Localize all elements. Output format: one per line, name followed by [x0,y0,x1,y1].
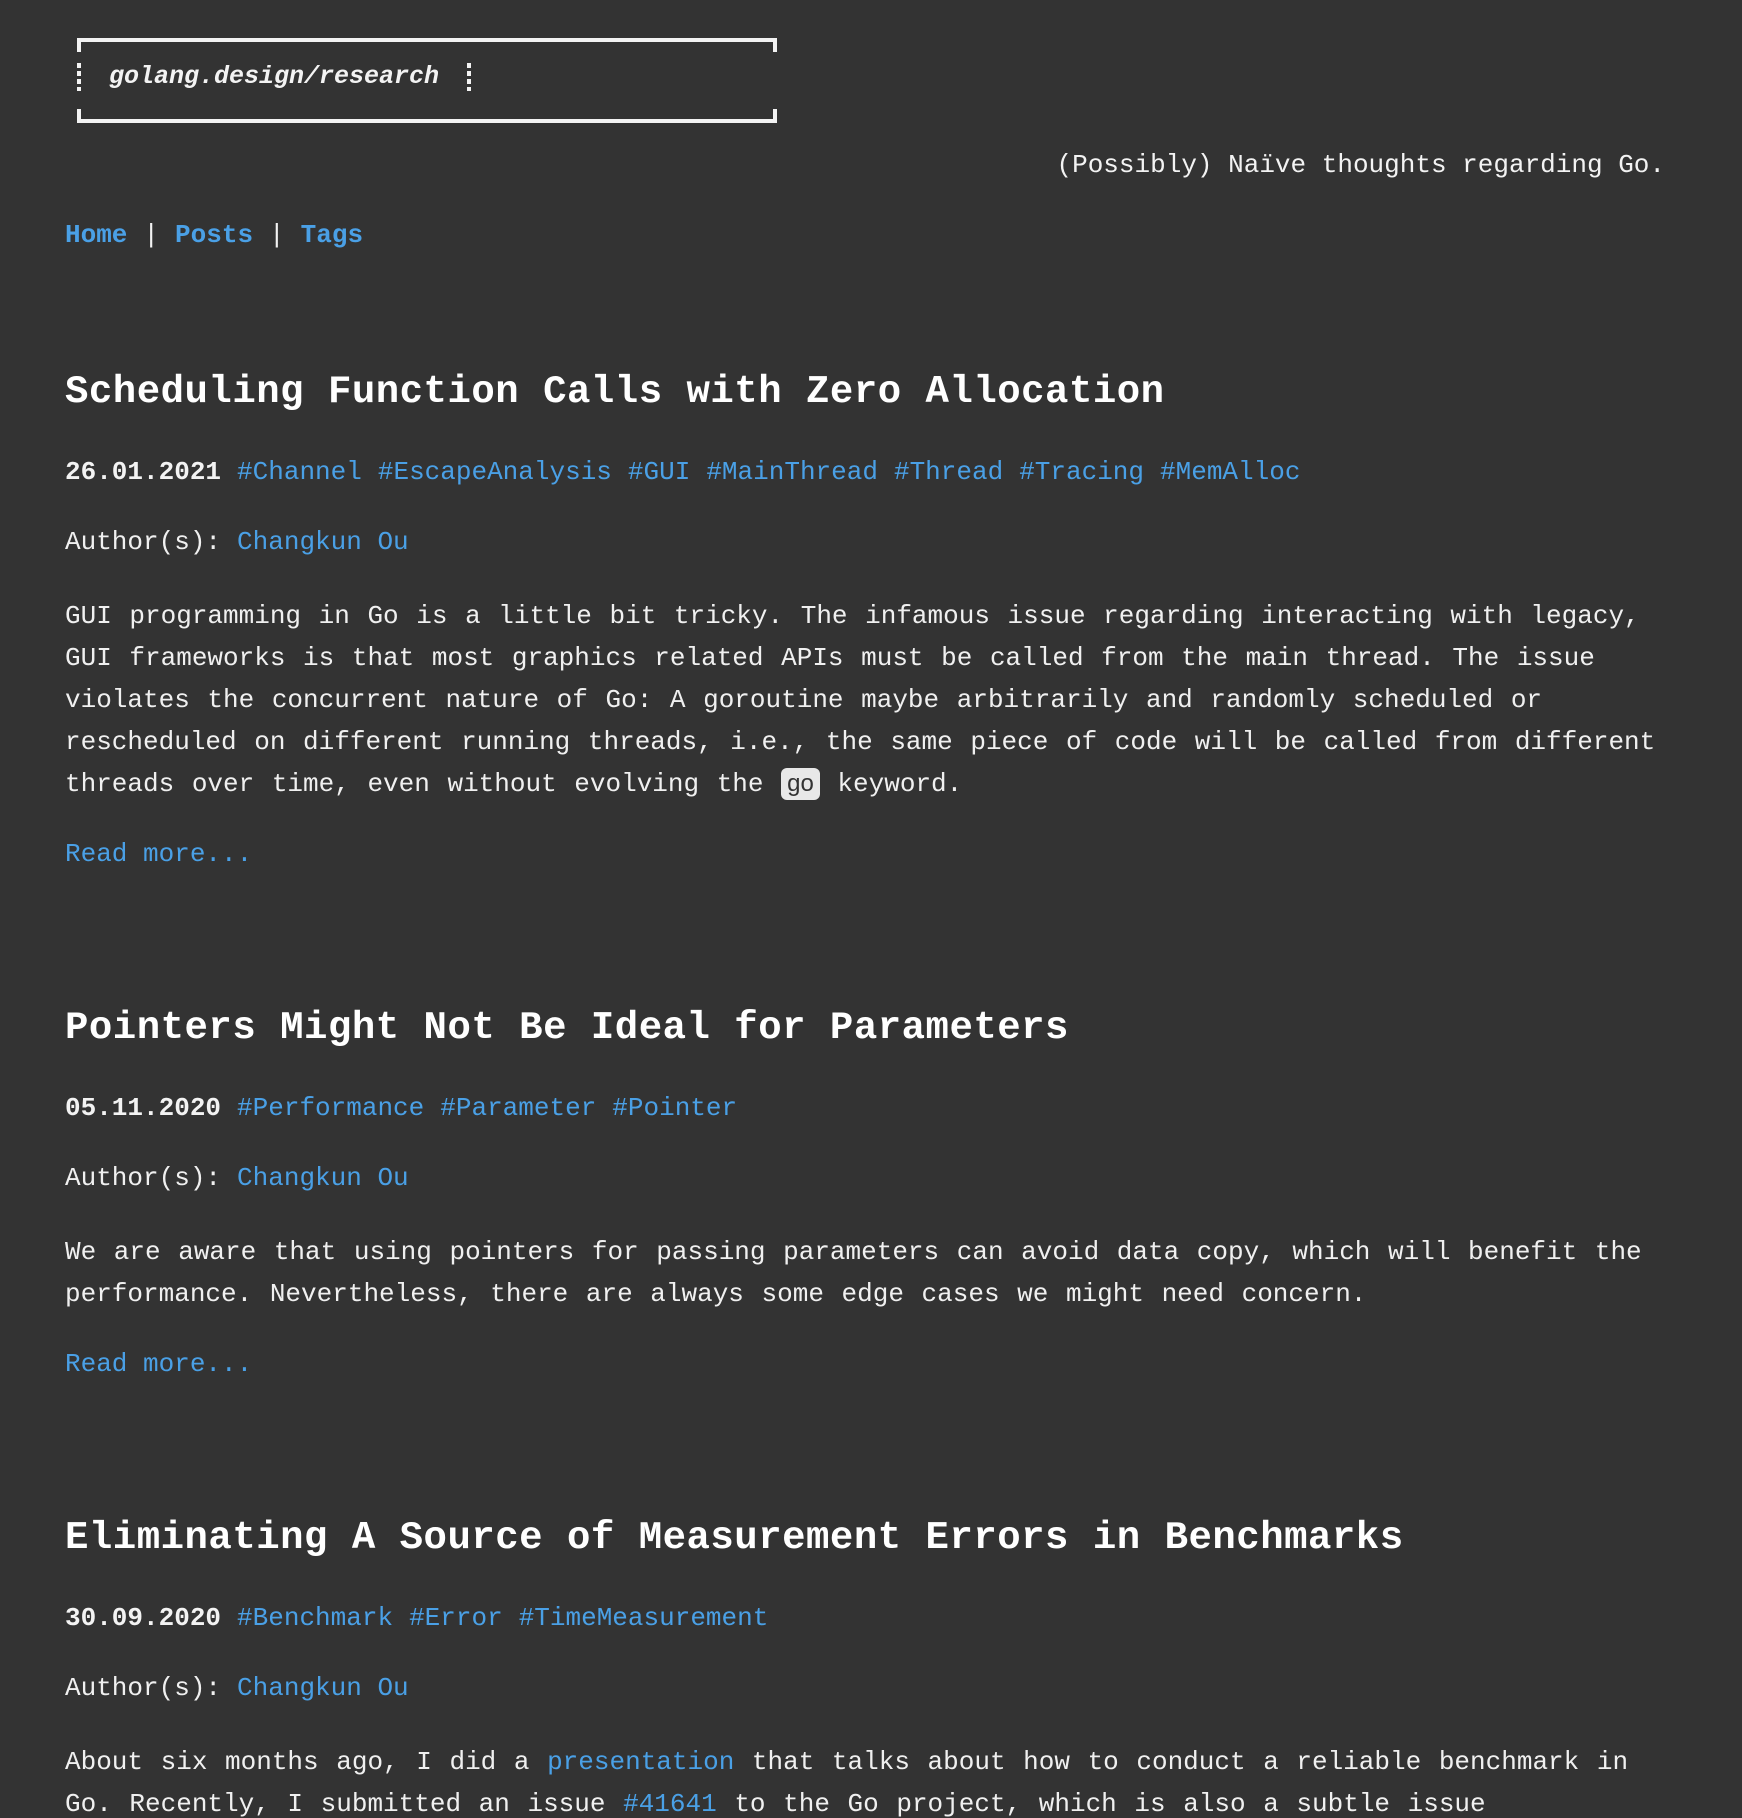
post-tag[interactable]: #TimeMeasurement [518,1603,769,1633]
read-more-link[interactable]: Read more... [65,1349,253,1379]
site-logo[interactable] [77,38,777,123]
post-author [65,527,1665,557]
post-tag[interactable]: #Performance [237,1093,425,1123]
post-tag[interactable]: #EscapeAnalysis [377,457,612,487]
post-date: 30.09.2020 [65,1603,222,1633]
logo-dash-right [467,63,471,91]
post-author [65,1673,1665,1703]
post-title[interactable]: Scheduling Function Calls with Zero Allocation [65,370,1165,414]
post-summary [65,1741,1665,1818]
nav-home-link[interactable]: Home [65,220,128,250]
logo-title[interactable] [77,62,471,91]
summary-text: About six months ago, I did a [65,1747,548,1777]
summary-text: keyword. [819,769,963,799]
post-summary [65,595,1665,805]
post-date: 26.01.2021 [65,457,222,487]
site-tagline: (Possibly) Naïve thoughts regarding Go. [1056,150,1665,180]
nav-tags-link[interactable]: Tags [300,220,364,250]
post-tag[interactable]: #Channel [237,457,362,487]
post-item [65,1006,1665,1379]
logo-text[interactable]: golang.design/research [109,62,440,91]
post-title[interactable]: Eliminating A Source of Measurement Errors in Benchmarks [65,1516,1404,1560]
post-title[interactable]: Pointers Might Not Be Ideal for Parameters [65,1006,1069,1050]
main-nav [65,220,363,250]
logo-dash-left [77,63,81,91]
post-tag[interactable]: #MainThread [706,457,878,487]
author-label: Author(s): [65,1163,222,1193]
summary-text: that talks about how to conduct a reliable benchmark in Go. Recently, I submitted an issue [65,1747,1629,1818]
logo-corner [773,109,777,123]
post-summary: We are aware that using pointers for passing parameters can avoid data copy, which will benefit the performance. Nevertheless, there are always some edge cases we might need concern. [65,1237,1642,1309]
issue-link[interactable]: #41641 [623,1789,717,1818]
inline-code: go [781,768,820,800]
logo-corner [77,109,81,123]
post-tag[interactable]: #Error [409,1603,503,1633]
logo-corner [773,38,777,52]
summary-text: GUI programming in Go is a little bit tricky. The infamous issue regarding interacting with legacy, GUI frameworks is that most graphics related APIs must be called from the main thread. The issue violates the concurrent nature of Go: A goroutine maybe arbitrarily and randomly scheduled or rescheduled on different running threads, i.e., the same piece of code will be called from different threads over time, even without evolving the [65,601,1656,799]
post-tag[interactable]: #Benchmark [237,1603,394,1633]
logo-border-top [77,38,777,42]
post-date: 05.11.2020 [65,1093,222,1123]
nav-posts-link[interactable]: Posts [175,220,254,250]
post-tag[interactable]: #Tracing [1019,457,1145,487]
post-meta [65,1093,1665,1123]
post-meta [65,1603,1665,1633]
post-tag[interactable]: #Pointer [612,1093,738,1123]
post-tag[interactable]: #Parameter [440,1093,597,1123]
post-tag[interactable]: #GUI [627,457,691,487]
post-author [65,1163,1665,1193]
logo-corner [77,38,81,52]
nav-separator: | [269,220,285,250]
author-link[interactable]: Changkun Ou [237,527,409,557]
author-label: Author(s): [65,527,222,557]
read-more-link[interactable]: Read more... [65,839,253,869]
presentation-link[interactable]: presentation [547,1747,735,1777]
summary-text: to the Go project, which is also a subtle issue [716,1789,1486,1818]
post-item [65,370,1665,869]
post-item [65,1516,1665,1818]
post-tag[interactable]: #MemAlloc [1160,457,1301,487]
logo-border-bottom [77,119,777,123]
post-tag[interactable]: #Thread [893,457,1004,487]
nav-separator: | [143,220,160,250]
post-meta [65,457,1665,487]
author-label: Author(s): [65,1673,222,1703]
author-link[interactable]: Changkun Ou [237,1673,409,1703]
author-link[interactable]: Changkun Ou [237,1163,409,1193]
